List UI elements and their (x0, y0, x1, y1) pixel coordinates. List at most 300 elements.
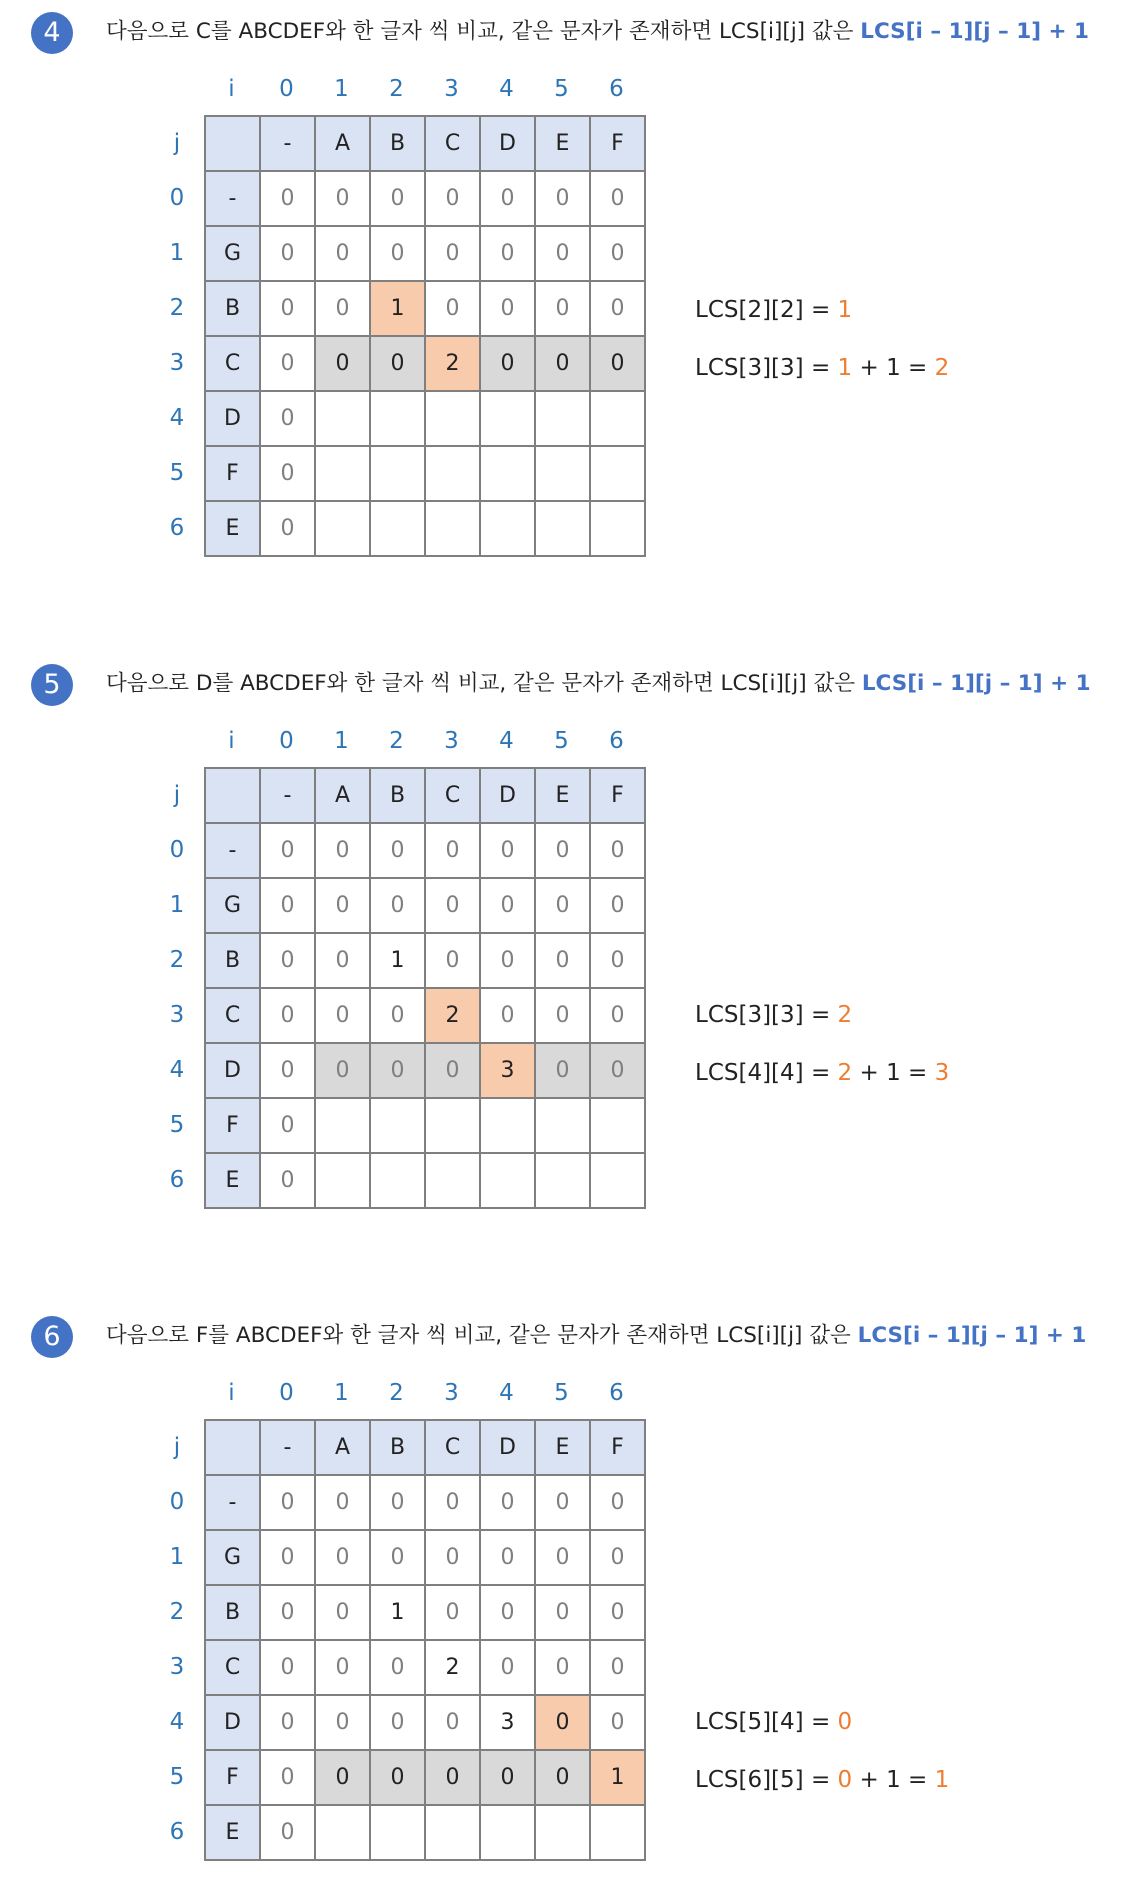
table-cell (535, 391, 590, 446)
table-cell: 0 (535, 336, 590, 391)
table-cell: 0 (590, 281, 645, 336)
table-row (205, 933, 645, 988)
col-index: 3 (444, 728, 459, 754)
table-cell (480, 1098, 535, 1153)
table-cell: 0 (425, 1695, 480, 1750)
table-cell: 0 (535, 171, 590, 226)
col-header-cell: E (535, 768, 590, 823)
table-cell: 2 (425, 336, 480, 391)
table-cell (425, 391, 480, 446)
heading-formula: LCS[i – 1][j – 1] + 1 (860, 19, 1090, 44)
table-cell: 0 (370, 878, 425, 933)
table-cell (370, 446, 425, 501)
lcs-table (204, 1419, 646, 1861)
table-cell: 0 (315, 823, 370, 878)
table-row (205, 1750, 645, 1805)
col-index: 1 (334, 76, 349, 102)
col-index: 0 (279, 76, 294, 102)
row-header-cell: - (205, 823, 260, 878)
row-header-cell: C (205, 1640, 260, 1695)
table-cell: 3 (480, 1043, 535, 1098)
table-cell: 0 (590, 1640, 645, 1695)
row-index: 0 (169, 185, 185, 211)
col-index: 1 (334, 1380, 349, 1406)
row-index: 2 (169, 1599, 185, 1625)
corner-cell (205, 116, 260, 171)
row-index: 4 (169, 405, 185, 431)
col-header-cell: C (425, 1420, 480, 1475)
axis-label-i: i (228, 76, 235, 102)
col-index: 4 (499, 1380, 514, 1406)
step-4 (0, 0, 1125, 600)
formula-operator: + 1 = (852, 1767, 935, 1793)
table-cell: 0 (315, 1695, 370, 1750)
formula-operator: + 1 = (852, 355, 935, 381)
table-row (205, 446, 645, 501)
table-cell (370, 1153, 425, 1208)
col-header-cell: F (590, 116, 645, 171)
col-header-cell: A (315, 116, 370, 171)
table-cell: 0 (480, 1475, 535, 1530)
table-cell: 0 (425, 1585, 480, 1640)
table-cell (590, 501, 645, 556)
table-cell: 0 (260, 391, 315, 446)
table-cell: 1 (370, 1585, 425, 1640)
table-cell: 0 (535, 1475, 590, 1530)
row-header-cell: B (205, 281, 260, 336)
col-header-cell: B (370, 768, 425, 823)
table-cell: 0 (535, 1585, 590, 1640)
table-cell: 0 (535, 1043, 590, 1098)
table-row (205, 501, 645, 556)
table-cell: 0 (535, 1530, 590, 1585)
table-cell: 1 (590, 1750, 645, 1805)
formula-operator: + 1 = (852, 1060, 935, 1086)
table-cell: 0 (260, 226, 315, 281)
table-cell (315, 1098, 370, 1153)
col-index: 2 (389, 1380, 404, 1406)
table-cell: 0 (425, 1530, 480, 1585)
table-row (205, 1695, 645, 1750)
table-cell (480, 1805, 535, 1860)
table-cell: 0 (425, 171, 480, 226)
table-header-row (205, 1420, 645, 1475)
table-cell: 0 (260, 501, 315, 556)
formula-previous (695, 294, 852, 326)
table-cell: 0 (315, 988, 370, 1043)
col-header-cell: E (535, 116, 590, 171)
table-cell: 0 (425, 1750, 480, 1805)
table-cell: 0 (260, 446, 315, 501)
table-cell: 0 (260, 823, 315, 878)
col-index: 4 (499, 728, 514, 754)
table-row (205, 1640, 645, 1695)
row-index: 5 (169, 460, 185, 486)
table-cell: 0 (535, 823, 590, 878)
row-index: 5 (169, 1764, 185, 1790)
table-header-row (205, 768, 645, 823)
row-header-cell: E (205, 1805, 260, 1860)
table-cell: 0 (590, 226, 645, 281)
table-cell (315, 501, 370, 556)
col-index: 5 (554, 1380, 569, 1406)
table-cell: 0 (590, 1043, 645, 1098)
table-cell: 0 (590, 1585, 645, 1640)
table-cell: 0 (260, 1805, 315, 1860)
row-index: 1 (169, 240, 185, 266)
formula-previous (695, 1706, 852, 1738)
col-index: 2 (389, 728, 404, 754)
table-cell: 0 (425, 1043, 480, 1098)
table-cell: 0 (260, 1098, 315, 1153)
heading-text: 다음으로 F를 ABCDEF와 한 글자 씩 비교, 같은 문자가 존재하면 LCS[i][j] 값은 (106, 1323, 858, 1348)
axis-label-j: j (173, 1434, 181, 1460)
table-cell: 0 (590, 988, 645, 1043)
table-cell (535, 1098, 590, 1153)
table-row (205, 391, 645, 446)
table-cell: 0 (260, 1530, 315, 1585)
col-index: 2 (389, 76, 404, 102)
col-header-cell: F (590, 1420, 645, 1475)
lcs-table (204, 767, 646, 1209)
table-cell: 0 (480, 988, 535, 1043)
table-cell: 0 (480, 281, 535, 336)
row-header-cell: E (205, 1153, 260, 1208)
table-row (205, 1153, 645, 1208)
row-index: 6 (169, 1819, 185, 1845)
row-index: 4 (169, 1709, 185, 1735)
table-cell (535, 1153, 590, 1208)
table-cell: 0 (590, 823, 645, 878)
table-cell: 0 (260, 171, 315, 226)
row-header-cell: D (205, 391, 260, 446)
table-cell (370, 1098, 425, 1153)
table-cell: 0 (590, 336, 645, 391)
table-cell: 0 (370, 1695, 425, 1750)
heading-formula: LCS[i – 1][j – 1] + 1 (857, 1323, 1087, 1348)
step-number-badge: 4 (31, 12, 73, 54)
table-cell (480, 1153, 535, 1208)
col-index: 3 (444, 1380, 459, 1406)
row-header-cell: G (205, 878, 260, 933)
table-cell: 0 (315, 1043, 370, 1098)
col-header-cell: F (590, 768, 645, 823)
corner-cell (205, 768, 260, 823)
row-index: 2 (169, 947, 185, 973)
table-cell: 0 (315, 336, 370, 391)
col-header-cell: D (480, 1420, 535, 1475)
axis-label-j: j (173, 130, 181, 156)
col-index: 6 (609, 76, 624, 102)
table-cell: 0 (260, 336, 315, 391)
row-header-cell: - (205, 171, 260, 226)
step-heading (106, 1318, 1086, 1354)
formula-prefix: LCS[6][5] = (695, 1767, 838, 1793)
col-header-cell: D (480, 116, 535, 171)
table-cell (590, 1098, 645, 1153)
table-cell: 0 (480, 933, 535, 988)
step-number-badge: 5 (31, 664, 73, 706)
table-cell: 0 (480, 1640, 535, 1695)
col-header-cell: D (480, 768, 535, 823)
row-index: 5 (169, 1112, 185, 1138)
row-header-cell: B (205, 933, 260, 988)
table-cell: 0 (370, 336, 425, 391)
table-cell: 0 (315, 1475, 370, 1530)
table-cell: 1 (370, 933, 425, 988)
table-cell: 0 (480, 1530, 535, 1585)
row-header-cell: F (205, 1098, 260, 1153)
lcs-table (204, 115, 646, 557)
table-cell (590, 446, 645, 501)
table-cell: 1 (370, 281, 425, 336)
col-index: 5 (554, 76, 569, 102)
table-cell: 0 (370, 1530, 425, 1585)
table-cell: 0 (370, 1043, 425, 1098)
table-cell: 0 (315, 878, 370, 933)
row-index: 3 (169, 350, 185, 376)
col-index: 3 (444, 76, 459, 102)
table-cell: 0 (315, 226, 370, 281)
table-cell (590, 1153, 645, 1208)
table-cell (425, 1153, 480, 1208)
formula-value: 1 (837, 297, 853, 323)
row-index: 3 (169, 1654, 185, 1680)
table-cell: 0 (260, 988, 315, 1043)
table-cell: 0 (315, 1640, 370, 1695)
table-cell: 0 (260, 1043, 315, 1098)
col-header-cell: A (315, 1420, 370, 1475)
row-index: 2 (169, 295, 185, 321)
table-cell: 0 (425, 878, 480, 933)
formula-result: 3 (934, 1060, 950, 1086)
table-cell: 0 (425, 281, 480, 336)
table-cell: 0 (480, 1585, 535, 1640)
table-cell: 0 (315, 1585, 370, 1640)
formula-current (695, 1764, 949, 1796)
table-cell: 0 (370, 1475, 425, 1530)
table-cell (535, 446, 590, 501)
col-index: 0 (279, 728, 294, 754)
heading-text: 다음으로 D를 ABCDEF와 한 글자 씩 비교, 같은 문자가 존재하면 LCS[i][j] 값은 (106, 671, 862, 696)
col-index: 1 (334, 728, 349, 754)
table-cell: 0 (260, 1153, 315, 1208)
table-cell: 0 (535, 1695, 590, 1750)
table-cell: 0 (260, 878, 315, 933)
formula-prefix: LCS[4][4] = (695, 1060, 838, 1086)
row-header-cell: C (205, 988, 260, 1043)
table-row (205, 281, 645, 336)
row-header-cell: F (205, 446, 260, 501)
row-index: 0 (169, 1489, 185, 1515)
col-header-cell: C (425, 116, 480, 171)
table-cell: 0 (260, 1695, 315, 1750)
table-row (205, 823, 645, 878)
row-index: 4 (169, 1057, 185, 1083)
table-cell: 0 (315, 1530, 370, 1585)
table-cell (370, 1805, 425, 1860)
row-header-cell: E (205, 501, 260, 556)
col-header-cell: A (315, 768, 370, 823)
col-index: 6 (609, 1380, 624, 1406)
table-cell: 0 (315, 281, 370, 336)
table-header-row (205, 116, 645, 171)
col-index: 5 (554, 728, 569, 754)
row-header-cell: F (205, 1750, 260, 1805)
formula-operand: 1 (837, 355, 853, 381)
table-cell: 0 (370, 988, 425, 1043)
table-cell: 0 (425, 823, 480, 878)
col-header-cell: B (370, 1420, 425, 1475)
table-row (205, 171, 645, 226)
col-index: 4 (499, 76, 514, 102)
table-row (205, 878, 645, 933)
row-header-cell: D (205, 1695, 260, 1750)
table-cell: 0 (535, 988, 590, 1043)
table-cell: 0 (370, 823, 425, 878)
table-cell (590, 1805, 645, 1860)
table-cell: 0 (535, 933, 590, 988)
row-header-cell: B (205, 1585, 260, 1640)
table-cell: 0 (260, 1585, 315, 1640)
table-cell (315, 446, 370, 501)
col-header-cell: - (260, 116, 315, 171)
table-row (205, 1043, 645, 1098)
formula-current (695, 1057, 949, 1089)
step-6 (0, 1304, 1125, 1904)
table-cell: 3 (480, 1695, 535, 1750)
table-cell: 0 (260, 1750, 315, 1805)
corner-cell (205, 1420, 260, 1475)
table-cell: 0 (425, 1475, 480, 1530)
table-cell: 0 (480, 878, 535, 933)
table-cell (370, 501, 425, 556)
col-index: 0 (279, 1380, 294, 1406)
table-cell: 0 (425, 226, 480, 281)
table-cell (535, 1805, 590, 1860)
table-cell (425, 1098, 480, 1153)
table-cell: 0 (535, 1750, 590, 1805)
table-cell: 0 (315, 171, 370, 226)
table-row (205, 1585, 645, 1640)
axis-label-j: j (173, 782, 181, 808)
table-cell: 0 (260, 1475, 315, 1530)
table-cell (315, 391, 370, 446)
table-cell: 0 (315, 933, 370, 988)
row-index: 1 (169, 1544, 185, 1570)
col-header-cell: - (260, 768, 315, 823)
formula-value: 2 (837, 1002, 853, 1028)
table-cell: 0 (590, 1695, 645, 1750)
table-row (205, 1475, 645, 1530)
table-cell (480, 391, 535, 446)
table-cell: 0 (480, 336, 535, 391)
step-heading (106, 14, 1089, 50)
formula-result: 1 (934, 1767, 950, 1793)
table-cell: 0 (535, 226, 590, 281)
row-header-cell: - (205, 1475, 260, 1530)
col-index: 6 (609, 728, 624, 754)
formula-prefix: LCS[2][2] = (695, 297, 838, 323)
col-header-cell: - (260, 1420, 315, 1475)
table-cell (480, 501, 535, 556)
heading-formula: LCS[i – 1][j – 1] + 1 (861, 671, 1091, 696)
table-row (205, 1098, 645, 1153)
table-cell (315, 1805, 370, 1860)
table-cell (425, 501, 480, 556)
formula-prefix: LCS[3][3] = (695, 1002, 838, 1028)
col-header-cell: B (370, 116, 425, 171)
step-heading (106, 666, 1091, 702)
table-cell: 0 (425, 933, 480, 988)
heading-text: 다음으로 C를 ABCDEF와 한 글자 씩 비교, 같은 문자가 존재하면 LCS[i][j] 값은 (106, 19, 861, 44)
table-cell: 0 (370, 1750, 425, 1805)
step-5 (0, 652, 1125, 1252)
table-row (205, 336, 645, 391)
row-header-cell: G (205, 1530, 260, 1585)
table-cell (590, 391, 645, 446)
table-cell: 0 (480, 1750, 535, 1805)
row-header-cell: C (205, 336, 260, 391)
table-cell: 0 (535, 1640, 590, 1695)
table-cell: 0 (480, 823, 535, 878)
table-cell: 0 (590, 933, 645, 988)
col-header-cell: C (425, 768, 480, 823)
table-cell: 0 (590, 878, 645, 933)
axis-label-i: i (228, 1380, 235, 1406)
table-cell: 0 (260, 281, 315, 336)
formula-operand: 0 (837, 1767, 853, 1793)
row-header-cell: D (205, 1043, 260, 1098)
table-cell: 0 (535, 878, 590, 933)
table-cell: 0 (590, 1475, 645, 1530)
formula-previous (695, 999, 852, 1031)
table-cell: 0 (370, 1640, 425, 1695)
row-index: 6 (169, 1167, 185, 1193)
table-cell: 0 (260, 933, 315, 988)
table-row (205, 226, 645, 281)
step-number-badge: 6 (31, 1316, 73, 1358)
formula-result: 2 (934, 355, 950, 381)
table-cell: 0 (480, 226, 535, 281)
table-cell (425, 446, 480, 501)
table-cell: 0 (480, 171, 535, 226)
table-cell: 2 (425, 1640, 480, 1695)
table-cell: 0 (370, 226, 425, 281)
formula-prefix: LCS[3][3] = (695, 355, 838, 381)
table-cell: 0 (590, 171, 645, 226)
row-index: 0 (169, 837, 185, 863)
table-cell (315, 1153, 370, 1208)
table-cell (425, 1805, 480, 1860)
table-cell (370, 391, 425, 446)
table-row (205, 1805, 645, 1860)
col-header-cell: E (535, 1420, 590, 1475)
formula-value: 0 (837, 1709, 853, 1735)
table-cell: 0 (370, 171, 425, 226)
table-row (205, 988, 645, 1043)
axis-label-i: i (228, 728, 235, 754)
table-cell (535, 501, 590, 556)
table-cell: 0 (260, 1640, 315, 1695)
table-row (205, 1530, 645, 1585)
table-cell: 0 (535, 281, 590, 336)
table-cell: 2 (425, 988, 480, 1043)
table-cell: 0 (315, 1750, 370, 1805)
formula-operand: 2 (837, 1060, 853, 1086)
table-cell (480, 446, 535, 501)
formula-prefix: LCS[5][4] = (695, 1709, 838, 1735)
